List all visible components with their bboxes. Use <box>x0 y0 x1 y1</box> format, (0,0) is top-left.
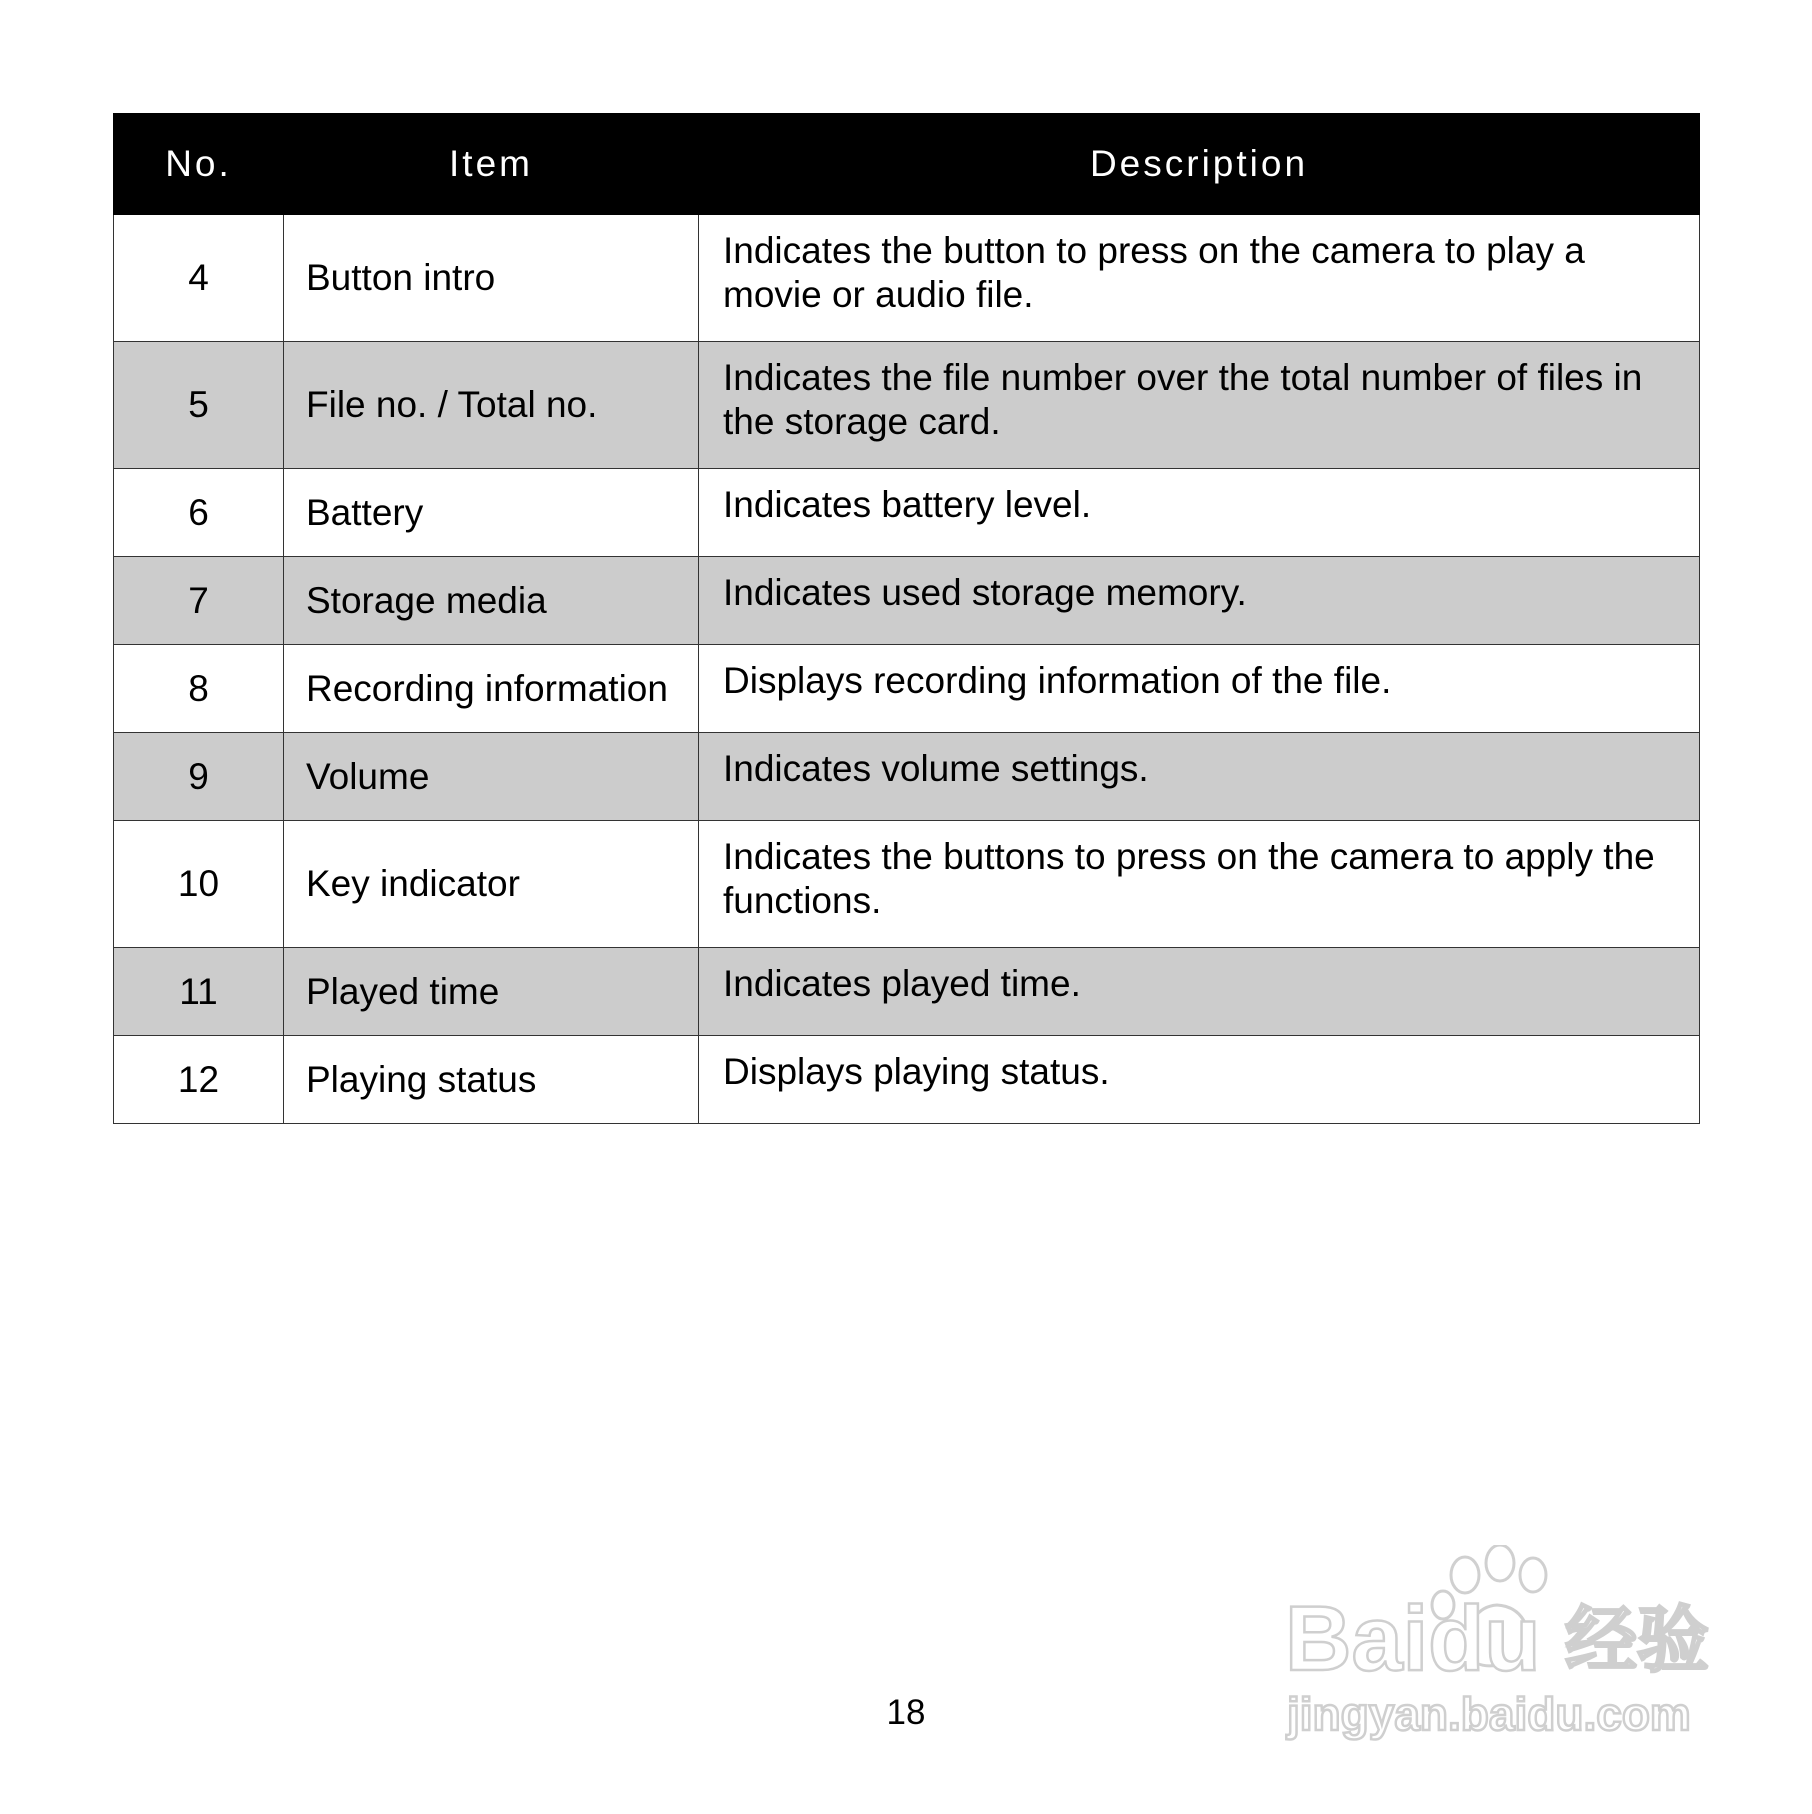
row-no: 12 <box>114 1036 284 1124</box>
header-item: Item <box>284 114 699 215</box>
row-description: Indicates volume settings. <box>699 733 1700 821</box>
row-item: Battery <box>284 469 699 557</box>
row-item: Storage media <box>284 557 699 645</box>
header-description: Description <box>699 114 1700 215</box>
table-row <box>114 342 1700 469</box>
row-description: Displays playing status. <box>699 1036 1700 1124</box>
row-no: 5 <box>114 342 284 469</box>
row-no: 9 <box>114 733 284 821</box>
row-item: Key indicator <box>284 821 699 948</box>
row-no: 8 <box>114 645 284 733</box>
baidu-jingyan-watermark <box>1285 1545 1715 1745</box>
table-row <box>114 821 1700 948</box>
row-description: Indicates the file number over the total number of files in the storage card. <box>699 342 1700 469</box>
row-item: Played time <box>284 948 699 1036</box>
spec-table <box>113 113 1700 1124</box>
row-description: Indicates played time. <box>699 948 1700 1036</box>
table-row <box>114 645 1700 733</box>
row-item: Playing status <box>284 1036 699 1124</box>
row-no: 7 <box>114 557 284 645</box>
row-no: 10 <box>114 821 284 948</box>
table-row <box>114 948 1700 1036</box>
row-item: Volume <box>284 733 699 821</box>
row-no: 4 <box>114 215 284 342</box>
row-item: Button intro <box>284 215 699 342</box>
table-row <box>114 215 1700 342</box>
table-row <box>114 469 1700 557</box>
row-no: 6 <box>114 469 284 557</box>
table-header-row <box>114 114 1700 215</box>
row-description: Displays recording information of the file. <box>699 645 1700 733</box>
watermark-suffix: 经验 <box>1565 1601 1710 1681</box>
row-description: Indicates used storage memory. <box>699 557 1700 645</box>
row-item: File no. / Total no. <box>284 342 699 469</box>
header-no: No. <box>114 114 284 215</box>
row-description: Indicates the buttons to press on the camera to apply the functions. <box>699 821 1700 948</box>
page-number: 18 <box>886 1693 926 1732</box>
row-no: 11 <box>114 948 284 1036</box>
row-description: Indicates the button to press on the camera to play a movie or audio file. <box>699 215 1700 342</box>
watermark-url: jingyan.baidu.com <box>1287 1688 1691 1740</box>
row-description: Indicates battery level. <box>699 469 1700 557</box>
table-row <box>114 733 1700 821</box>
table-row <box>114 1036 1700 1124</box>
watermark-brand: Baidu <box>1285 1588 1541 1690</box>
table-row <box>114 557 1700 645</box>
row-item: Recording information <box>284 645 699 733</box>
